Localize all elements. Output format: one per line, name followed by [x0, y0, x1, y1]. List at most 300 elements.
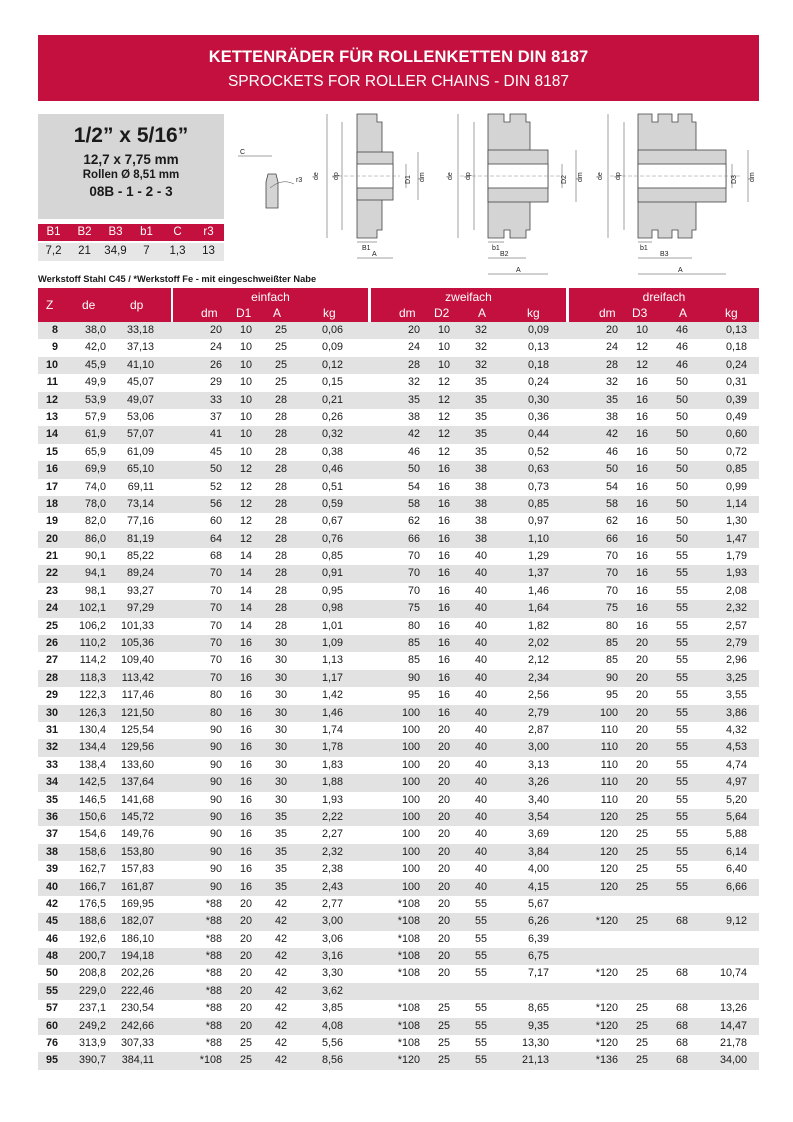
cell-a2: 55	[474, 967, 487, 980]
cell-kg1: 0,51	[321, 480, 343, 493]
cell-d2: 16	[437, 671, 450, 684]
cell-a1: 28	[274, 480, 287, 493]
cell-dp: 85,22	[126, 550, 154, 563]
table-row	[38, 792, 759, 809]
cell-a2: 40	[474, 584, 487, 597]
cell-d1: 10	[239, 376, 252, 389]
cell-a2: 55	[474, 915, 487, 928]
cell-a1: 28	[274, 393, 287, 406]
cell-d1: 16	[239, 810, 252, 823]
cell-kg3: 0,31	[725, 376, 747, 389]
cell-d1: 20	[239, 915, 252, 928]
cell-de: 65,9	[84, 445, 106, 458]
cell-z: 35	[45, 793, 58, 806]
cell-a3: 50	[675, 393, 688, 406]
cell-kg1: 3,06	[321, 932, 343, 945]
cell-a2: 38	[474, 532, 487, 545]
cell-d2: 20	[437, 776, 450, 789]
cell-z: 57	[45, 1002, 58, 1015]
cell-kg2: 3,84	[527, 845, 549, 858]
label-A: A	[678, 267, 683, 274]
cell-kg2: 1,46	[527, 584, 549, 597]
cell-dm3: 50	[605, 463, 618, 476]
cell-dm3: 20	[605, 324, 618, 336]
cell-kg2: 2,34	[527, 671, 549, 684]
cell-kg3: 4,74	[725, 758, 747, 771]
cell-kg3: 2,96	[725, 654, 747, 667]
dim-header: b1	[140, 226, 153, 238]
cell-d1: 25	[239, 1054, 252, 1067]
cell-d3: 25	[635, 1037, 648, 1050]
cell-dm2: 58	[407, 497, 420, 510]
table-row	[38, 600, 759, 617]
cell-kg2: 6,75	[527, 950, 549, 963]
cell-z: 10	[45, 358, 58, 371]
cell-z: 50	[45, 967, 58, 980]
cell-d2: 16	[437, 532, 450, 545]
cell-a3: 55	[675, 637, 688, 650]
cell-a1: 30	[274, 654, 287, 667]
cell-dp: 49,07	[126, 393, 154, 406]
cell-kg1: 0,09	[321, 341, 343, 354]
cell-kg3: 2,32	[725, 602, 747, 615]
cell-kg2: 4,00	[527, 863, 549, 876]
label-D1: D1	[405, 175, 412, 184]
cell-a1: 35	[274, 828, 287, 841]
table-row	[38, 722, 759, 739]
cell-dm1: *88	[205, 897, 222, 910]
cell-dm2: 100	[401, 863, 420, 876]
cell-dm1: 90	[209, 741, 222, 754]
cell-kg3: 0,13	[725, 324, 747, 336]
cell-d2: 16	[437, 480, 450, 493]
table-row	[38, 879, 759, 896]
cell-dm3: 110	[600, 758, 618, 771]
cell-d3: 16	[635, 376, 648, 389]
cell-dm1: 56	[209, 497, 222, 510]
dim-value: 1,3	[169, 245, 186, 257]
cell-a3: 68	[675, 1054, 688, 1067]
cell-d1: 16	[239, 828, 252, 841]
cell-dm2: *120	[397, 1054, 420, 1067]
cell-a3: 55	[675, 550, 688, 563]
col-dm: dm	[599, 306, 616, 320]
cell-dm1: 26	[209, 358, 222, 371]
cell-d2: 16	[437, 654, 450, 667]
cell-kg2: 21,13	[521, 1054, 549, 1067]
cell-d1: 20	[239, 967, 252, 980]
cell-a1: 42	[274, 1002, 287, 1015]
cell-d2: 16	[437, 550, 450, 563]
label-dp: dp	[615, 172, 622, 180]
cell-a1: 28	[274, 584, 287, 597]
cell-d3: 16	[635, 602, 648, 615]
label-dm: dm	[749, 172, 756, 182]
cell-d2: 20	[437, 967, 450, 980]
cell-a1: 28	[274, 567, 287, 580]
cell-d2: 16	[437, 463, 450, 476]
cell-kg2: 0,85	[527, 497, 549, 510]
cell-kg2: 0,13	[527, 341, 549, 354]
cell-dm2: 70	[407, 584, 420, 597]
cell-kg1: 3,00	[321, 915, 343, 928]
col-D1: D1	[236, 306, 252, 320]
cell-a3: 46	[675, 324, 688, 336]
cell-kg2: 2,56	[527, 689, 549, 702]
cell-d3: 16	[635, 428, 648, 441]
cell-kg3: 4,53	[725, 741, 747, 754]
cell-d1: 14	[239, 619, 252, 632]
cell-dp: 37,13	[126, 341, 154, 354]
cell-kg1: 0,15	[321, 376, 343, 389]
cell-a2: 55	[474, 1002, 487, 1015]
cell-a3: 68	[675, 915, 688, 928]
cell-a3: 55	[675, 741, 688, 754]
cell-dm1: 45	[209, 445, 222, 458]
table-row	[38, 983, 759, 1000]
group-zweifach: zweifach	[445, 290, 492, 304]
cell-kg2: 0,30	[527, 393, 549, 406]
cell-d3: 16	[635, 584, 648, 597]
cell-a3: 50	[675, 497, 688, 510]
cell-de: 114,2	[79, 654, 106, 667]
cell-a1: 30	[274, 758, 287, 771]
cell-de: 78,0	[84, 497, 106, 510]
cell-d3: 16	[635, 515, 648, 528]
cell-a1: 42	[274, 1054, 287, 1067]
table-row	[38, 426, 759, 443]
cell-de: 86,0	[84, 532, 106, 545]
cell-kg3: 0,24	[725, 358, 747, 371]
title-banner	[38, 35, 759, 101]
cell-dm1: 70	[209, 619, 222, 632]
sprocket-table	[38, 288, 759, 1070]
cell-d3: 20	[635, 671, 648, 684]
cell-de: 192,6	[78, 932, 106, 945]
table-row	[38, 496, 759, 513]
label-C: C	[240, 149, 246, 156]
cell-z: 39	[45, 863, 58, 876]
cell-d3: 16	[635, 410, 648, 423]
cell-d3: 16	[635, 463, 648, 476]
cell-dm1: 90	[209, 776, 222, 789]
cell-dm1: 24	[209, 341, 222, 354]
cell-d2: 12	[437, 445, 450, 458]
label-dm: dm	[577, 172, 584, 182]
cell-dm2: *108	[397, 1019, 420, 1032]
cell-a3: 68	[675, 1037, 688, 1050]
cell-dm3: 42	[605, 428, 618, 441]
cell-dm1: *88	[205, 1019, 222, 1032]
table-row	[38, 583, 759, 600]
label-dp: dp	[333, 172, 340, 180]
cell-d1: 25	[239, 1037, 252, 1050]
cell-kg3: 6,66	[725, 880, 747, 893]
cell-dp: 53,06	[126, 410, 154, 423]
cell-dm3: 28	[605, 358, 618, 371]
table-row	[38, 652, 759, 669]
cell-kg1: 3,62	[321, 984, 343, 997]
cell-dm3: 70	[605, 550, 618, 563]
cell-dm3: 38	[605, 410, 618, 423]
cell-a3: 68	[675, 967, 688, 980]
cell-de: 38,0	[84, 324, 106, 336]
cell-kg2: 8,65	[527, 1002, 549, 1015]
cell-a3: 55	[675, 567, 688, 580]
cell-dm2: 85	[407, 637, 420, 650]
cell-dm1: 90	[209, 880, 222, 893]
cell-kg1: 0,06	[321, 324, 343, 336]
cell-a2: 40	[474, 741, 487, 754]
cell-d1: 16	[239, 758, 252, 771]
label-de: de	[447, 172, 454, 180]
cell-dp: 242,66	[120, 1019, 154, 1032]
table-row	[38, 357, 759, 374]
header-dreifach	[569, 288, 759, 322]
table-row	[38, 1000, 759, 1017]
cell-de: 249,2	[78, 1019, 106, 1032]
cell-kg2: 0,36	[527, 410, 549, 423]
header-base	[38, 288, 171, 322]
cell-d3: 16	[635, 445, 648, 458]
cell-a3: 46	[675, 358, 688, 371]
cell-d3: 10	[635, 324, 648, 336]
cell-dm3: 80	[605, 619, 618, 632]
cell-d3: 20	[635, 689, 648, 702]
cell-a2: 55	[474, 932, 487, 945]
cell-a1: 42	[274, 1037, 287, 1050]
cell-dm3: *120	[595, 1037, 618, 1050]
cell-kg2: 5,67	[527, 897, 549, 910]
cell-a3: 55	[675, 619, 688, 632]
cell-a3: 50	[675, 376, 688, 389]
cell-dp: 73,14	[126, 497, 154, 510]
cell-kg3: 1,93	[725, 567, 747, 580]
cell-kg1: 4,08	[321, 1019, 343, 1032]
col-dm: dm	[399, 306, 416, 320]
cell-d2: 20	[437, 793, 450, 806]
cell-a1: 35	[274, 863, 287, 876]
cell-dp: 113,42	[121, 671, 154, 684]
cell-a2: 40	[474, 706, 487, 719]
dim-value: 13	[202, 245, 215, 257]
cell-kg1: 5,56	[321, 1037, 343, 1050]
dim-value: 7	[143, 245, 150, 257]
cell-a3: 50	[675, 463, 688, 476]
cell-d1: 10	[239, 428, 252, 441]
cell-kg1: 0,98	[321, 602, 343, 615]
cell-a2: 38	[474, 497, 487, 510]
cell-dm2: 100	[401, 880, 420, 893]
col-dp: dp	[130, 298, 144, 312]
cell-de: 134,4	[78, 741, 106, 754]
cell-kg2: 0,24	[527, 376, 549, 389]
cell-dm3: 100	[599, 706, 618, 719]
cell-dm1: 52	[209, 480, 222, 493]
cell-dm3: 110	[600, 741, 618, 754]
cell-kg2: 6,39	[527, 932, 549, 945]
cell-d2: 20	[437, 915, 450, 928]
cell-d3: 16	[635, 480, 648, 493]
label-B3: B3	[660, 251, 669, 258]
cell-a3: 55	[675, 671, 688, 684]
cell-d2: 12	[437, 376, 450, 389]
cell-d1: 16	[239, 863, 252, 876]
cell-a2: 40	[474, 550, 487, 563]
dim-header: B1	[46, 226, 61, 238]
cell-dm1: 37	[209, 410, 222, 423]
cell-de: 122,3	[78, 689, 106, 702]
cell-de: 110,2	[79, 637, 106, 650]
cell-kg1: 2,22	[321, 810, 343, 823]
cell-kg2: 2,02	[527, 637, 549, 650]
cell-a2: 40	[474, 567, 487, 580]
cell-z: 19	[45, 515, 58, 528]
cell-dm2: 100	[401, 793, 420, 806]
cell-dp: 97,29	[126, 602, 154, 615]
cell-kg2: 3,13	[527, 758, 549, 771]
cell-dm1: 70	[209, 637, 222, 650]
cell-dp: 105,36	[120, 637, 154, 650]
cell-a3: 55	[675, 880, 688, 893]
cell-kg1: 1,09	[321, 637, 343, 650]
cell-de: 390,7	[78, 1054, 106, 1067]
cell-z: 8	[51, 324, 58, 336]
cell-kg3: 3,86	[725, 706, 747, 719]
cell-dm3: 62	[605, 515, 618, 528]
cell-z: 36	[45, 810, 58, 823]
cell-d1: 16	[239, 741, 252, 754]
cell-a2: 55	[474, 1037, 487, 1050]
cell-d1: 20	[239, 932, 252, 945]
cell-de: 45,9	[84, 358, 106, 371]
cell-a1: 42	[274, 1019, 287, 1032]
cell-d1: 16	[239, 880, 252, 893]
cell-a3: 55	[675, 758, 688, 771]
cell-d2: 16	[437, 567, 450, 580]
cell-z: 23	[45, 584, 58, 597]
cell-a2: 32	[474, 324, 487, 336]
cell-kg1: 0,85	[321, 550, 343, 563]
header-einfach	[173, 288, 368, 322]
cell-kg1: 1,01	[321, 619, 343, 632]
cell-a2: 55	[474, 1019, 487, 1032]
cell-kg3: 0,49	[725, 410, 747, 423]
cell-kg2: 2,79	[527, 706, 549, 719]
cell-a3: 55	[675, 654, 688, 667]
dim-value: 34,9	[104, 245, 127, 257]
cell-d1: 16	[239, 637, 252, 650]
cell-d2: 10	[437, 358, 450, 371]
cell-kg3: 1,47	[725, 532, 747, 545]
cell-d1: 10	[239, 341, 252, 354]
cell-a2: 40	[474, 637, 487, 650]
cell-d1: 16	[239, 776, 252, 789]
roller-diameter: Rollen Ø 8,51 mm	[82, 169, 180, 181]
cell-de: 102,1	[78, 602, 106, 615]
cell-dm1: *108	[199, 1054, 222, 1067]
cell-dp: 202,26	[120, 967, 154, 980]
cell-a3: 55	[675, 602, 688, 615]
dim-header: B3	[108, 226, 123, 238]
cell-kg1: 2,38	[321, 863, 343, 876]
cell-d1: 16	[239, 654, 252, 667]
cell-dm3: 110	[600, 776, 618, 789]
cell-a3: 55	[675, 793, 688, 806]
label-A: A	[372, 251, 377, 258]
cell-kg1: 1,93	[321, 793, 343, 806]
cell-a2: 55	[474, 950, 487, 963]
cell-z: 38	[45, 845, 58, 858]
cell-dp: 81,19	[126, 532, 154, 545]
cell-dp: 33,18	[126, 324, 154, 336]
label-de: de	[313, 172, 320, 180]
cell-dm1: 68	[209, 550, 222, 563]
cell-dm1: 80	[209, 689, 222, 702]
cell-d2: 16	[437, 602, 450, 615]
cell-a1: 42	[274, 984, 287, 997]
table-row	[38, 1018, 759, 1035]
cell-a3: 55	[675, 723, 688, 736]
label-B2: B2	[500, 251, 509, 258]
cell-kg2: 1,29	[527, 550, 549, 563]
cell-dp: 194,18	[120, 950, 154, 963]
cell-kg1: 0,12	[321, 358, 343, 371]
cell-kg1: 1,17	[321, 671, 343, 684]
table-row	[38, 931, 759, 948]
dimension-table	[38, 224, 224, 261]
cell-dm1: 70	[209, 567, 222, 580]
cell-d1: 16	[239, 706, 252, 719]
cell-a2: 38	[474, 515, 487, 528]
cell-de: 74,0	[84, 480, 106, 493]
cell-dm1: 90	[209, 793, 222, 806]
cell-dm2: 95	[407, 689, 420, 702]
cell-d1: 10	[239, 358, 252, 371]
cell-dm1: 90	[209, 845, 222, 858]
cell-a3: 50	[675, 515, 688, 528]
cell-a1: 28	[274, 463, 287, 476]
cell-kg3: 2,08	[725, 584, 747, 597]
dim-value: 7,2	[45, 245, 62, 257]
cell-dp: 186,10	[120, 932, 154, 945]
cell-dm1: *88	[205, 1002, 222, 1015]
cell-kg3: 9,12	[725, 915, 747, 928]
cell-dm3: 66	[605, 532, 618, 545]
cell-dm2: 42	[407, 428, 420, 441]
cell-kg2: 0,52	[527, 445, 549, 458]
cell-a3: 55	[675, 706, 688, 719]
cell-de: 53,9	[84, 393, 106, 406]
table-row	[38, 374, 759, 391]
cell-dm2: 54	[407, 480, 420, 493]
cell-a2: 32	[474, 358, 487, 371]
cell-d2: 16	[437, 497, 450, 510]
label-dm: dm	[419, 172, 426, 182]
cell-dm1: 70	[209, 671, 222, 684]
cell-dm3: 120	[599, 845, 618, 858]
cell-z: 28	[45, 671, 58, 684]
cell-d2: 16	[437, 706, 450, 719]
cell-kg1: 3,30	[321, 967, 343, 980]
cell-dm2: 35	[407, 393, 420, 406]
cell-a2: 40	[474, 793, 487, 806]
col-D3: D3	[632, 306, 648, 320]
cell-kg1: 1,88	[321, 776, 343, 789]
cell-dp: 145,72	[120, 810, 154, 823]
cell-a2: 32	[474, 341, 487, 354]
dim-header: C	[173, 226, 182, 238]
